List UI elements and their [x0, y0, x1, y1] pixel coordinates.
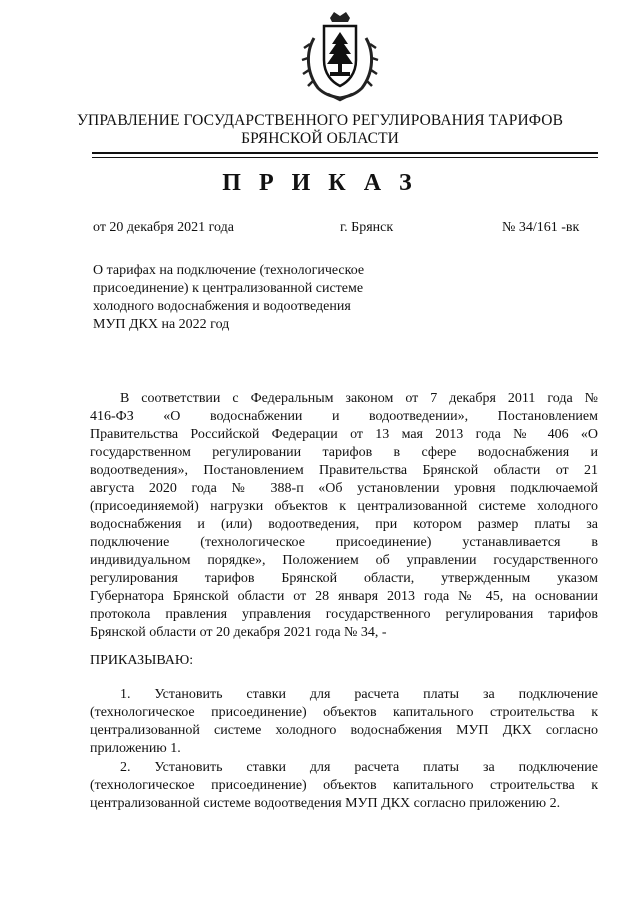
- basis-line: водоотведения», Постановлением Правительства Брянской области от 21: [90, 463, 598, 478]
- basis-line: подключение (технологическое присоединение) устанавливается в: [90, 535, 598, 550]
- document-date: от 20 декабря 2021 года: [93, 220, 234, 235]
- basis-line: (присоединяемой) нагрузки объектов к централизованной системе холодного: [90, 499, 598, 514]
- basis-line: водоснабжения и (или) водоотведения, при котором размер платы за: [90, 517, 598, 532]
- document-subject: [93, 262, 393, 334]
- basis-line: протокола правления управления государственного регулирования тарифов: [90, 607, 598, 622]
- item-line: 2. Установить ставки для расчета платы за подключение: [120, 760, 598, 775]
- document-number: № 34/161 -вк: [502, 220, 580, 235]
- coat-of-arms-icon: [300, 8, 380, 104]
- basis-line: 416-ФЗ «О водоснабжении и водоотведении», Постановлением: [90, 409, 598, 424]
- item-line: приложению 1.: [90, 741, 181, 756]
- item-line: централизованной системе холодного водоснабжения МУП ДКХ согласно: [90, 723, 598, 738]
- document-title: П Р И К А З: [222, 170, 418, 196]
- organization-name-line2: БРЯНСКОЙ ОБЛАСТИ: [241, 130, 399, 147]
- item-line: централизованной системе водоотведения МУП ДКХ согласно приложению 2.: [90, 796, 561, 811]
- basis-line: Брянской области от 20 декабря 2021 года № 34, -: [90, 625, 387, 640]
- subject-line: присоединение) к централизованной системе: [93, 281, 364, 296]
- legal-basis-paragraph: [90, 390, 598, 642]
- basis-line: Правительства Российской Федерации от 13 мая 2013 года № 406 «О: [90, 427, 598, 442]
- item-line: 1. Установить ставки для расчета платы за подключение: [120, 687, 598, 702]
- subject-line: О тарифах на подключение (технологическое: [93, 263, 365, 278]
- item-line: (технологическое присоединение) объектов капитального строительства к: [90, 778, 598, 793]
- basis-line: регулирования тарифов Брянской области, утвержденным указом: [90, 571, 598, 586]
- header-divider-thick: [92, 152, 598, 154]
- basis-line: августа 2020 года № 388-п «Об установлении уровня подключаемой: [90, 481, 598, 496]
- item-line: (технологическое присоединение) объектов капитального строительства к: [90, 705, 598, 720]
- header-divider-thin: [92, 157, 598, 158]
- order-item-2: [90, 759, 598, 813]
- order-word: ПРИКАЗЫВАЮ:: [90, 653, 194, 668]
- subject-line: МУП ДКХ на 2022 год: [93, 317, 230, 332]
- document-city: г. Брянск: [340, 220, 394, 235]
- basis-line: государственном регулировании тарифов в сфере водоснабжения и: [90, 445, 598, 460]
- subject-line: холодного водоснабжения и водоотведения: [93, 299, 351, 314]
- basis-line: В соответствии с Федеральным законом от 7 декабря 2011 года №: [120, 391, 598, 406]
- organization-name-line1: УПРАВЛЕНИЕ ГОСУДАРСТВЕННОГО РЕГУЛИРОВАНИЯ ТАРИФОВ: [76, 112, 564, 129]
- basis-line: Губернатора Брянской области от 28 января 2013 года № 45, на основании: [90, 589, 598, 604]
- order-item-1: [90, 686, 598, 758]
- basis-line: индивидуальном порядке», Положением об управлении государственного: [90, 553, 598, 568]
